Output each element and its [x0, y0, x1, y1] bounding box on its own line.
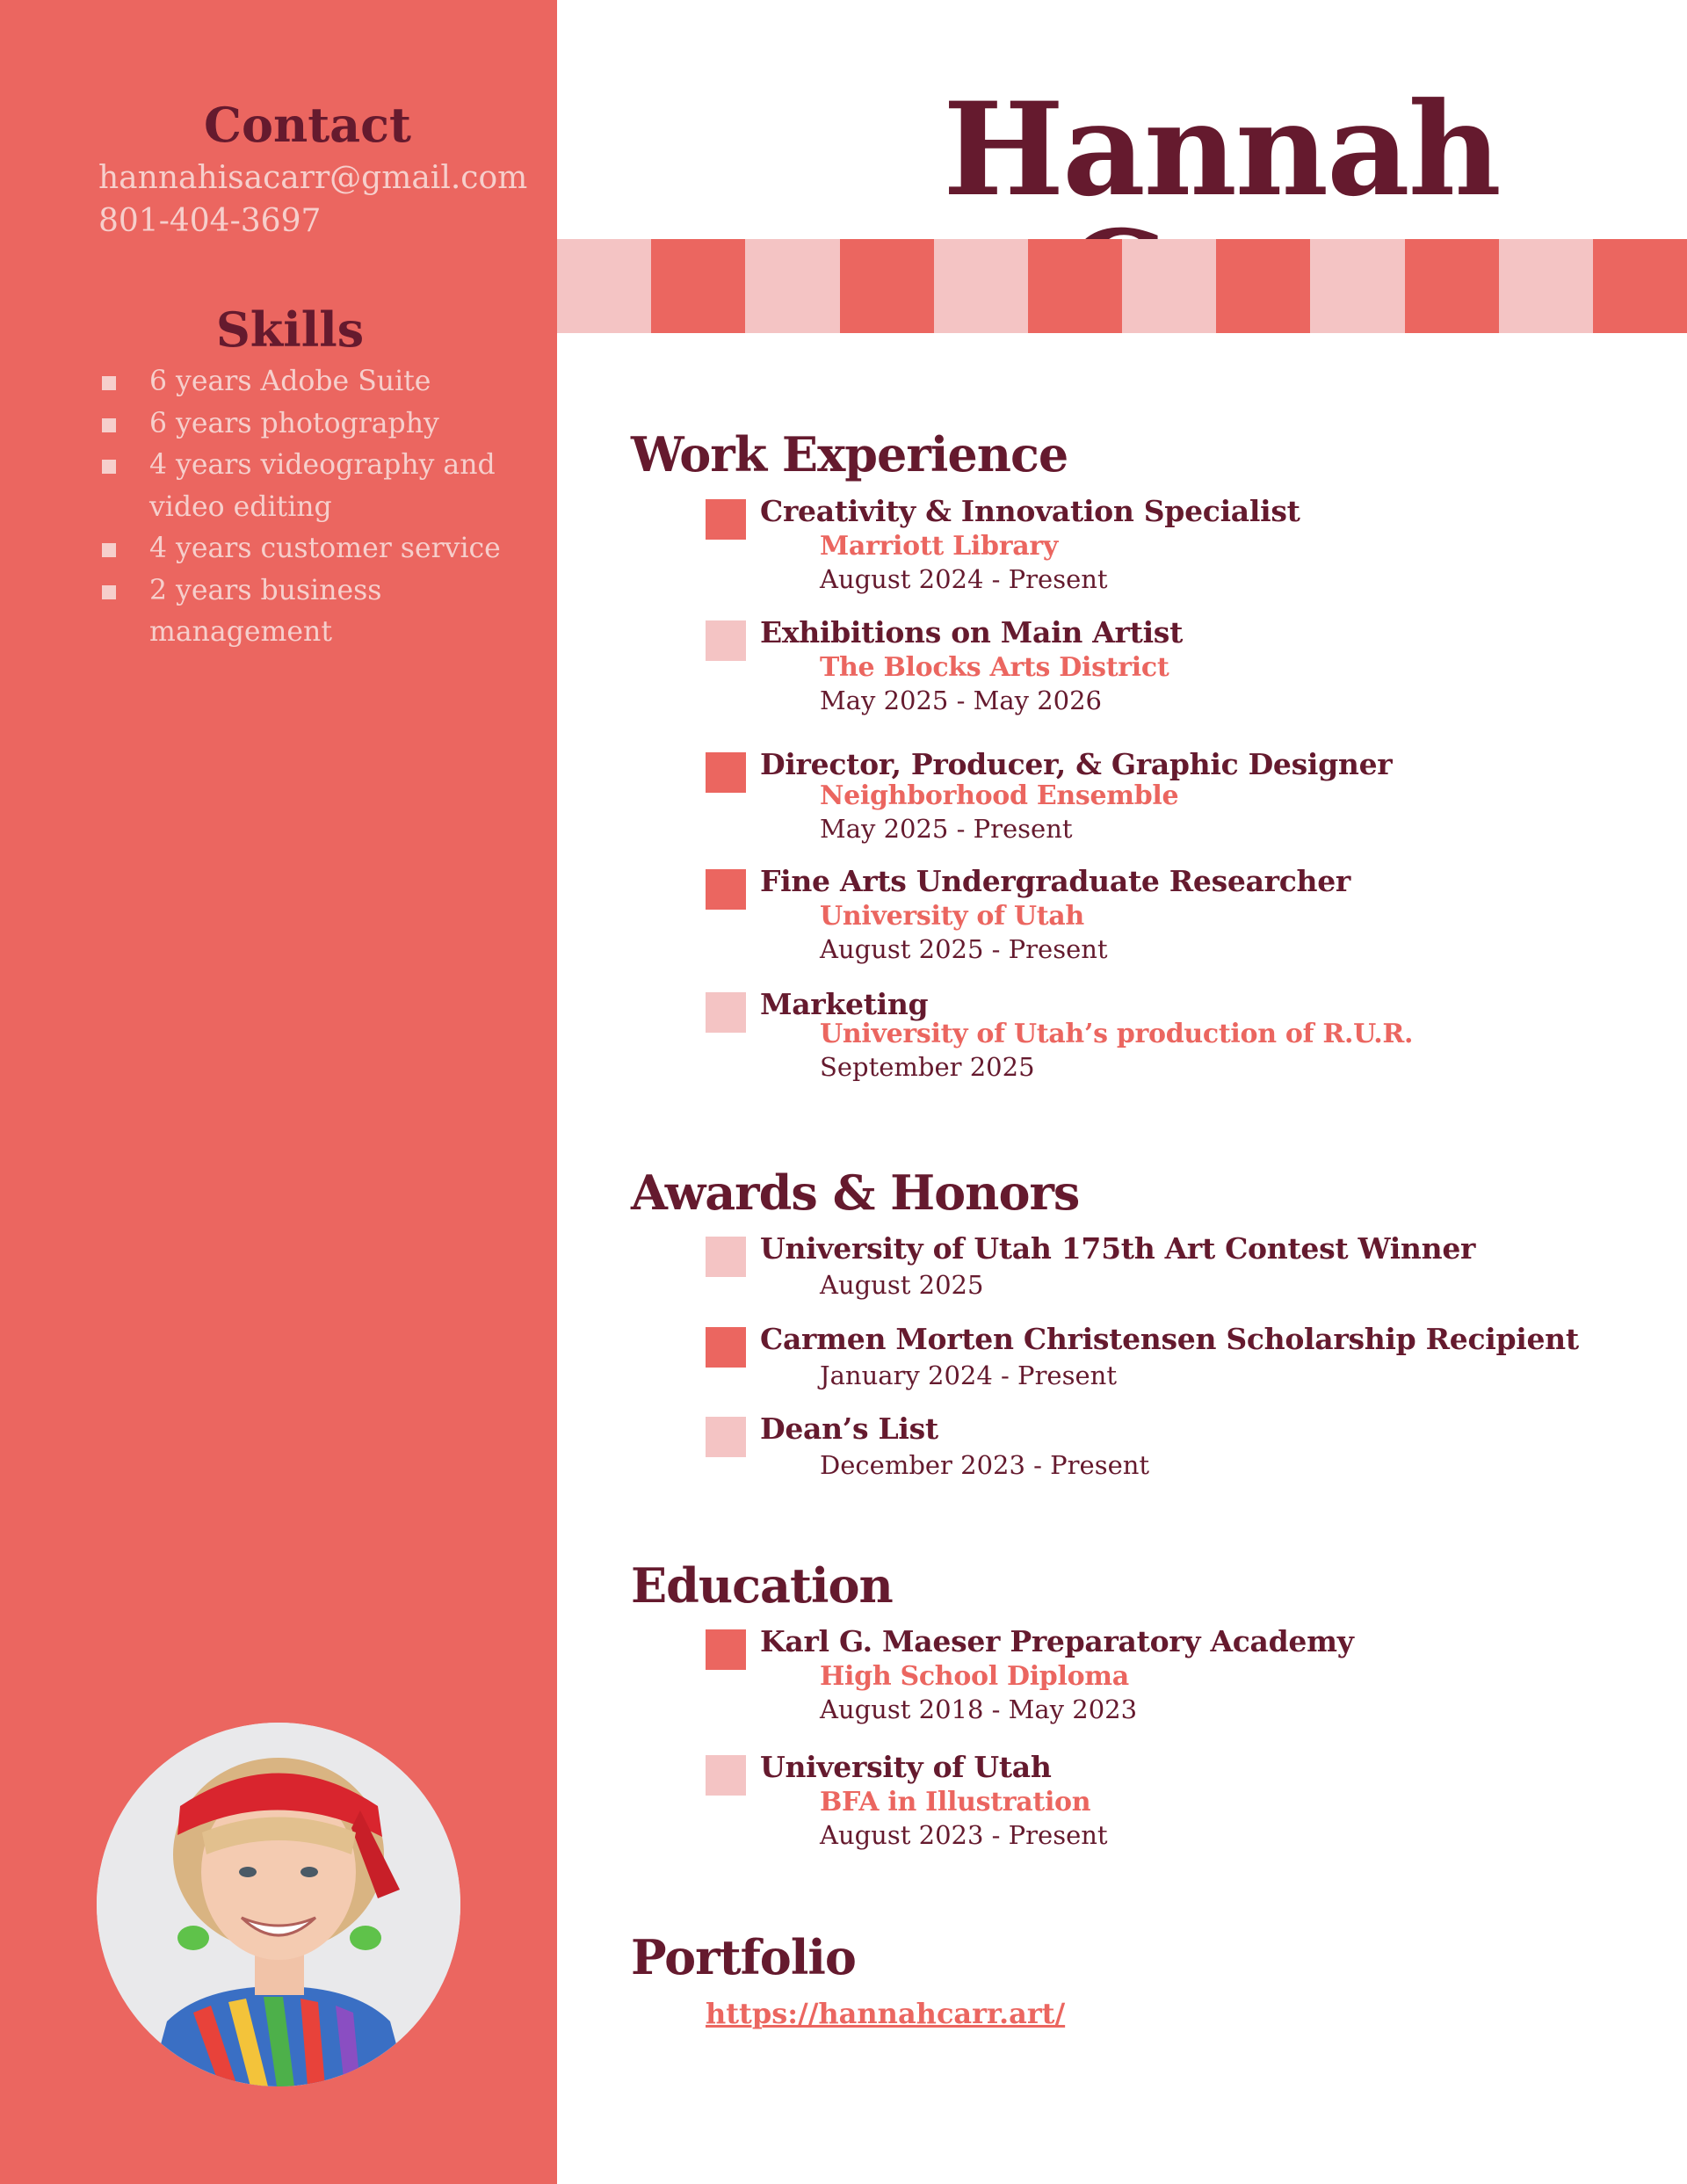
- award-date: January 2024 - Present: [820, 1360, 1117, 1390]
- profile-photo: [97, 1723, 460, 2086]
- checker-square: [557, 239, 651, 333]
- bullet-square-icon: [102, 376, 116, 390]
- award-title: Carmen Morten Christensen Scholarship Recipient: [760, 1322, 1579, 1356]
- checker-square: [934, 239, 1028, 333]
- job-title: Creativity & Innovation Specialist: [760, 494, 1300, 528]
- checker-square: [1405, 239, 1499, 333]
- checker-square: [1310, 239, 1404, 333]
- portfolio-link[interactable]: https://hannahcarr.art/: [706, 1997, 1066, 2030]
- contact-info: [98, 156, 527, 243]
- award-title: Dean’s List: [760, 1411, 938, 1446]
- skill-item: [98, 403, 520, 446]
- date-range: September 2025: [820, 1052, 1035, 1082]
- job-title: Exhibitions on Main Artist: [760, 615, 1184, 649]
- square-marker-icon: [706, 752, 746, 793]
- date-range: May 2025 - May 2026: [820, 686, 1103, 715]
- award-title: University of Utah 175th Art Contest Winner: [760, 1231, 1476, 1266]
- school-name: Karl G. Maeser Preparatory Academy: [760, 1624, 1354, 1658]
- checker-square: [745, 239, 839, 333]
- square-marker-icon: [706, 1237, 746, 1277]
- date-range: August 2024 - Present: [820, 564, 1108, 594]
- checker-square: [1028, 239, 1122, 333]
- date-range: August 2018 - May 2023: [820, 1694, 1138, 1724]
- awards-heading: Awards & Honors: [631, 1165, 1080, 1221]
- school-name: University of Utah: [760, 1750, 1052, 1784]
- employer: University of Utah’s production of R.U.R.: [820, 1019, 1414, 1049]
- square-marker-icon: [706, 1629, 746, 1670]
- work-experience-heading: Work Experience: [631, 426, 1068, 483]
- checker-square: [840, 239, 934, 333]
- skill-item: [98, 570, 520, 654]
- checker-square: [1499, 239, 1593, 333]
- job-title: Director, Producer, & Graphic Designer: [760, 747, 1393, 781]
- square-marker-icon: [706, 992, 746, 1033]
- employer: Neighborhood Ensemble: [820, 780, 1179, 811]
- checker-square: [1593, 239, 1687, 333]
- checker-square: [1122, 239, 1216, 333]
- skill-label: 6 years Adobe Suite: [149, 366, 431, 397]
- employer: The Blocks Arts District: [820, 652, 1169, 683]
- degree: BFA in Illustration: [820, 1787, 1091, 1818]
- award-date: December 2023 - Present: [820, 1450, 1150, 1480]
- portrait-illustration: [97, 1723, 460, 2086]
- bullet-square-icon: [102, 585, 116, 599]
- contact-heading: Contact: [203, 97, 411, 153]
- degree: High School Diploma: [820, 1661, 1129, 1692]
- checker-square: [651, 239, 745, 333]
- skill-item: [98, 528, 520, 570]
- decorative-checker-bar: [557, 239, 1687, 333]
- skill-item: [98, 361, 520, 403]
- employer: Marriott Library: [820, 531, 1058, 562]
- email-text[interactable]: hannahisacarr@gmail.com: [98, 160, 528, 196]
- square-marker-icon: [706, 869, 746, 910]
- skills-list: [98, 361, 520, 654]
- bullet-square-icon: [102, 460, 116, 474]
- portfolio-heading: Portfolio: [631, 1929, 856, 1985]
- square-marker-icon: [706, 499, 746, 540]
- square-marker-icon: [706, 1327, 746, 1368]
- date-range: August 2023 - Present: [820, 1820, 1108, 1850]
- skill-label: 2 years business management: [149, 574, 382, 648]
- skills-heading: Skills: [215, 301, 365, 358]
- award-date: August 2025: [820, 1270, 984, 1300]
- job-title: Marketing: [760, 987, 929, 1021]
- job-title: Fine Arts Undergraduate Researcher: [760, 864, 1351, 898]
- sidebar: [0, 0, 557, 2184]
- name-heading: Hannah: [943, 75, 1500, 225]
- skill-item: [98, 445, 520, 528]
- skill-label: 6 years photography: [149, 407, 439, 439]
- square-marker-icon: [706, 1755, 746, 1796]
- bullet-square-icon: [102, 543, 116, 557]
- bullet-square-icon: [102, 418, 116, 432]
- date-range: May 2025 - Present: [820, 814, 1073, 844]
- square-marker-icon: [706, 1417, 746, 1457]
- skill-label: 4 years customer service: [149, 533, 501, 564]
- square-marker-icon: [706, 620, 746, 661]
- checker-square: [1216, 239, 1310, 333]
- phone-text[interactable]: 801-404-3697: [98, 203, 322, 239]
- date-range: August 2025 - Present: [820, 934, 1108, 964]
- employer: University of Utah: [820, 901, 1084, 932]
- education-heading: Education: [631, 1557, 893, 1614]
- skill-label: 4 years videography and video editing: [149, 449, 496, 523]
